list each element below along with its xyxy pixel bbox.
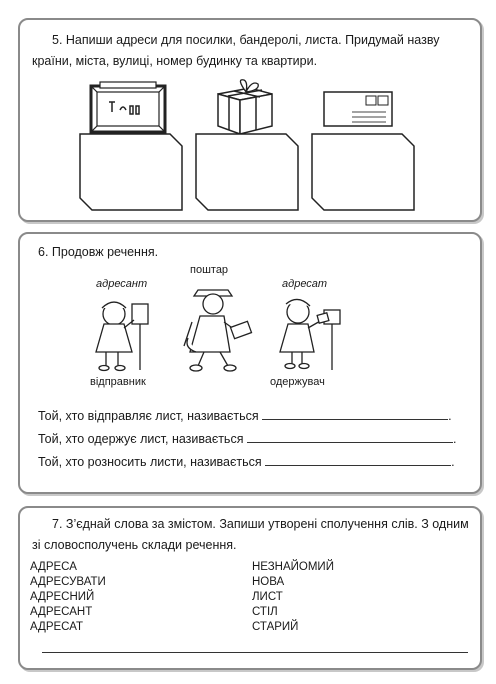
sentence-1: Той, хто відправляє лист, називається .: [38, 409, 452, 423]
task-5-instruction: 5. Напиши адреси для посилки, бандеролі, листа. Придумай назву країни, міста, вулиці, номер будинку та квартири.: [32, 33, 440, 68]
task-7-text-line-2: зі словосполучень склади речення.: [32, 538, 237, 552]
task-7-instruction: [32, 514, 476, 556]
receiver-child-icon: [268, 294, 358, 374]
address-box-2[interactable]: [194, 132, 300, 212]
label-sender: відправник: [90, 376, 146, 388]
address-box-1[interactable]: [78, 132, 184, 212]
left-word: АДРЕСА: [30, 561, 77, 573]
sentence-2: Той, хто одержує лист, називається .: [38, 432, 457, 446]
postman-icon: [178, 278, 258, 374]
task-7-answer-line[interactable]: [42, 652, 468, 653]
right-word: НОВА: [252, 576, 285, 588]
left-word: АДРЕСАТ: [30, 621, 84, 633]
left-word: АДРЕСУВАТИ: [30, 576, 106, 588]
left-word: АДРЕСНИЙ: [30, 591, 95, 603]
parcel-icon: [88, 80, 168, 136]
package-icon: [210, 76, 280, 138]
sentence-1-text: Той, хто відправляє лист, називається: [38, 409, 259, 423]
address-box-3[interactable]: [310, 132, 416, 212]
sentence-1-answer-line[interactable]: [262, 408, 448, 420]
task-5-text: [32, 30, 472, 72]
sentence-3-text: Той, хто розносить листи, називається: [38, 455, 262, 469]
right-word: ЛИСТ: [252, 591, 283, 603]
left-word-list: [30, 560, 106, 635]
sentence-3: Той, хто розносить листи, називається .: [38, 455, 455, 469]
envelope-icon: [322, 90, 394, 128]
sentence-3-answer-line[interactable]: [265, 454, 451, 466]
label-addresser: адресант: [96, 278, 148, 290]
left-word: АДРЕСАНТ: [30, 606, 93, 618]
right-word-list: [252, 560, 334, 635]
task-6-card: [18, 232, 482, 494]
task-5-card: [18, 18, 482, 222]
task-7-text-line-1: 7. З’єднай слова за змістом. Запиши утворені сполучення слів. З одним: [52, 517, 469, 531]
task-7-card: [18, 506, 482, 670]
right-word: СТАРИЙ: [252, 621, 299, 633]
label-receiver: одержувач: [270, 376, 325, 388]
right-word: СТІЛ: [252, 606, 278, 618]
sentence-2-text: Той, хто одержує лист, називається: [38, 432, 244, 446]
label-addressee: адресат: [282, 278, 328, 290]
right-word: НЕЗНАЙОМИЙ: [252, 561, 334, 573]
task-6-instruction: 6. Продовж речення.: [38, 245, 159, 259]
sentence-2-answer-line[interactable]: [247, 431, 453, 443]
sender-child-icon: [82, 294, 162, 374]
label-postman: поштар: [190, 264, 229, 276]
